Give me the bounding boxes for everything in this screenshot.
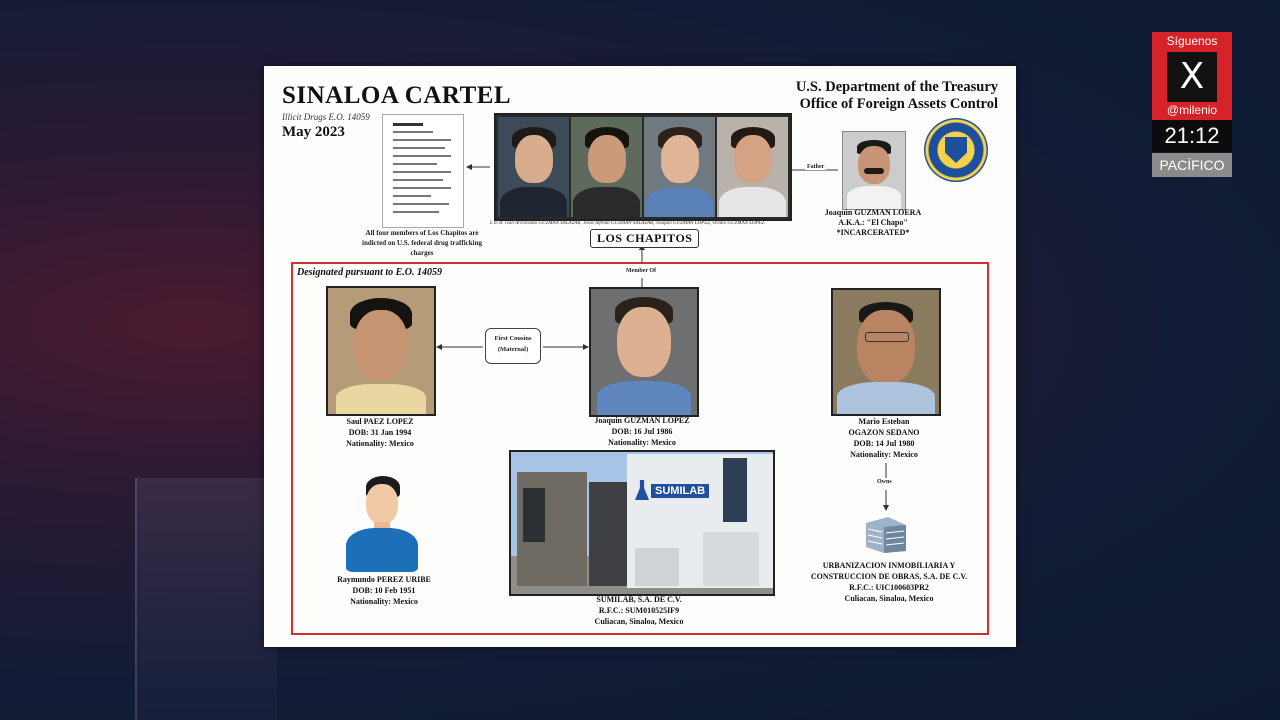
person-name: Saul PAEZ LOPEZ [346, 417, 414, 426]
person-info-saul [304, 416, 456, 449]
company-info-sumilab [554, 594, 724, 627]
person-dob: DOB: 14 Jul 1980 [853, 439, 915, 448]
company-location: Culiacan, Sinaloa, Mexico [594, 617, 684, 626]
agency-line-1: U.S. Department of the Treasury [795, 79, 998, 95]
person-name: Raymundo PEREZ URIBE [337, 575, 431, 584]
company-info-urbanizacion [784, 560, 994, 604]
agency-line-2: Office of Foreign Assets Control [799, 96, 998, 112]
company-name: SUMILAB, S.A. DE C.V. [596, 595, 682, 604]
father-aka: A.K.A.: "El Chapo" [838, 218, 908, 227]
cousins-label: First Cousins [494, 335, 532, 342]
cousins-sublabel: (Maternal) [497, 346, 529, 353]
person-photo-saul [326, 286, 436, 416]
suspect-photo [571, 117, 642, 217]
father-info [804, 208, 942, 238]
person-name-line-2: OGAZON SEDANO [848, 428, 920, 437]
first-cousins-box [485, 328, 541, 364]
sumilab-sign: SUMILAB [651, 484, 709, 498]
studio-background-panel [135, 478, 277, 720]
person-nationality: Nationality: Mexico [350, 597, 418, 606]
ofac-slide [264, 66, 1016, 647]
suspect-photo [644, 117, 715, 217]
person-photo-mario [831, 288, 941, 416]
company-location: Culiacan, Sinaloa, Mexico [844, 594, 934, 603]
company-rfc: R.F.C.: SUM010525IF9 [598, 606, 680, 615]
company-name-line-2: CONSTRUCCION DE OBRAS, S.A. DE C.V. [810, 572, 968, 581]
x-logo-icon: X [1167, 52, 1217, 102]
sumilab-building-photo [509, 450, 775, 596]
follow-label: Síguenos [1166, 34, 1218, 48]
person-photo-joaquin [589, 287, 699, 417]
time-zone-label: PACÍFICO [1152, 153, 1232, 177]
person-nationality: Nationality: Mexico [850, 450, 918, 459]
indictment-note: All four members of Los Chapitos are indicted on U.S. federal drug trafficking charges [362, 229, 482, 257]
father-name: Joaquin GUZMAN LOERA [824, 208, 922, 217]
owns-label: Owns [877, 479, 892, 485]
x-follow-badge[interactable] [1152, 32, 1232, 120]
slide-subtitle: Illicit Drugs E.O. 14059 [282, 112, 370, 122]
company-rfc: R.F.C.: UIC100603PR2 [849, 583, 929, 592]
person-dob: DOB: 10 Feb 1951 [352, 586, 416, 595]
slide-date: May 2023 [282, 124, 345, 140]
photo-strip-caption: L to R: Ivan Archivaldo GUZMAN SALAZAR, Jesus Alfredo GUZMAN SALAZAR, Joaquin GUZMAN LOPEZ, Ovidio GUZMAN LOPEZ [490, 221, 765, 226]
office-building-icon [864, 515, 908, 553]
father-status: *INCARCERATED* [836, 228, 910, 237]
person-dob: DOB: 31 Jan 1994 [348, 428, 412, 437]
person-name: Joaquin GUZMAN LOPEZ [594, 416, 690, 425]
slide-title: SINALOA CARTEL [282, 82, 512, 109]
designation-label: Designated pursuant to E.O. 14059 [297, 267, 443, 278]
person-info-raymundo [314, 574, 454, 607]
los-chapitos-label: LOS CHAPITOS [590, 229, 699, 248]
los-chapitos-photo-strip [494, 113, 792, 221]
person-info-joaquin [564, 415, 720, 448]
father-photo [842, 131, 906, 210]
person-name: Mario Esteban [858, 417, 910, 426]
suspect-photo [498, 117, 569, 217]
person-nationality: Nationality: Mexico [608, 438, 676, 447]
person-dob: DOB: 16 Jul 1986 [611, 427, 673, 436]
broadcast-clock: 21:12 [1152, 120, 1232, 152]
member-of-label: Member Of [626, 268, 657, 274]
company-name: URBANIZACION INMOBILIARIA Y [822, 561, 956, 570]
person-nationality: Nationality: Mexico [346, 439, 414, 448]
suspect-photo [717, 117, 788, 217]
person-silhouette-icon [340, 474, 420, 572]
social-handle: @milenio [1166, 103, 1218, 117]
person-info-mario [809, 416, 959, 460]
father-relation-label: Father [807, 164, 825, 170]
